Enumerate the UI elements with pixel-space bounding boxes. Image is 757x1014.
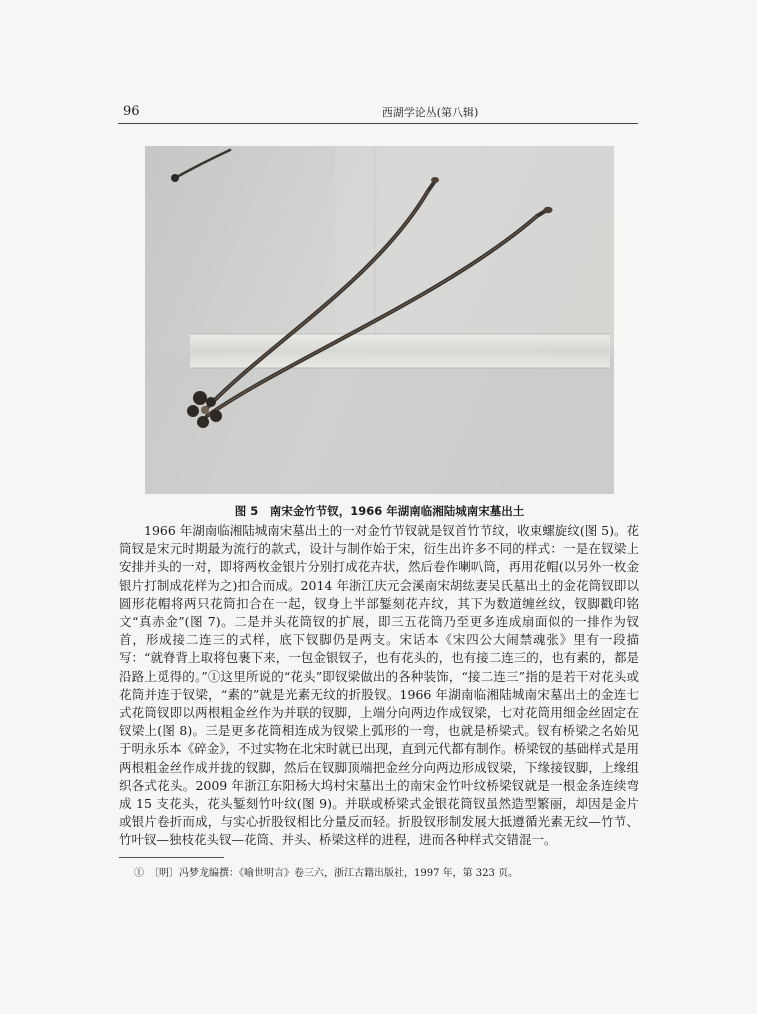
footnote: ① 〔明〕冯梦龙编撰：《喻世明言》卷三六，浙江古籍出版社，1997 年，第 323 页。 (134, 868, 519, 879)
hairpin-photo (145, 146, 614, 494)
hairpin-photo-drawing (145, 146, 614, 494)
figure-caption: 图 5 南宋金竹节钗，1966 年湖南临湘陆城南宋墓出土 (234, 504, 525, 518)
page-number: 96 (123, 104, 140, 119)
body-paragraph: 1966 年湖南临湘陆城南宋墓出土的一对金竹节钗就是钗首竹节纹，收束螺旋纹(图 5)。花筒钗是宋元时期最为流行的款式，设计与制作始于宋，衍生出许多不同的样式：一是在钗梁上安排并头的一对，即将两枚金银片分别打成花卉状，然后卷作喇叭筒，再用花帽(以另外一枚金银片打制成花样为之)扣合而成。2014 年浙江庆元会溪南宋胡纮妻吴氏墓出土的金花筒钗即以圆形花帽将两只花筒扣合在一起，钗身上半部錾刻花卉纹，其下为数道缠丝纹，钗脚戳印铭文“真赤金”(图 7)。二是并头花筒钗的扩展，即三五花筒乃至更多连成扇面似的一排作为钗首，形成接二连三的式样，底下钗脚仍是两支。宋话本《宋四公大闹禁魂张》里有一段描写：“就脊背上取将包裹下来，一包金银钗子，也有花头的，也有接二连三的，也有素的，都是沿路上觅得的。”①这里所说的“花头”即钗梁做出的各种装饰，“接二连三”指的是若干对花头或花筒并连于钗梁，“素的”就是光素无纹的折股钗。1966 年湖南临湘陆城南宋墓出土的金连七式花筒钗即以两根粗金丝作为并联的钗脚，上端分向两边作成钗梁，七对花筒用细金丝固定在钗梁上(图 8)。三是更多花筒相连成为钗梁上弧形的一弯，也就是桥梁式。钗有桥梁之名始见于明永乐本《碎金》，不过实物在北宋时就已出现，直到元代都有制作。桥梁钗的基础样式是用两根粗金丝作成并拢的钗脚，然后在钗脚顶端把金丝分向两边形成钗梁，下缘接钗脚，上缘组织各式花头。2009 年浙江东阳杨大坞村宋墓出土的南宋金竹叶纹桥梁钗就是一根金条连续弯成 15 支花头，花头錾刻竹叶纹(图 9)。并联或桥梁式金银花筒钗虽然造型繁丽，却因是金片或银片卷折而成，与实心折股钗相比分量反而轻。折股钗形制发展大抵遵循光素无纹—竹节、竹叶钗—独枝花头钗—花筒、并头、桥梁这样的进程，进而各种样式交错混一。 (119, 523, 639, 848)
header-rule (118, 123, 638, 124)
footnote-rule (119, 857, 224, 858)
running-title: 西湖学论丛(第八辑) (381, 106, 479, 119)
